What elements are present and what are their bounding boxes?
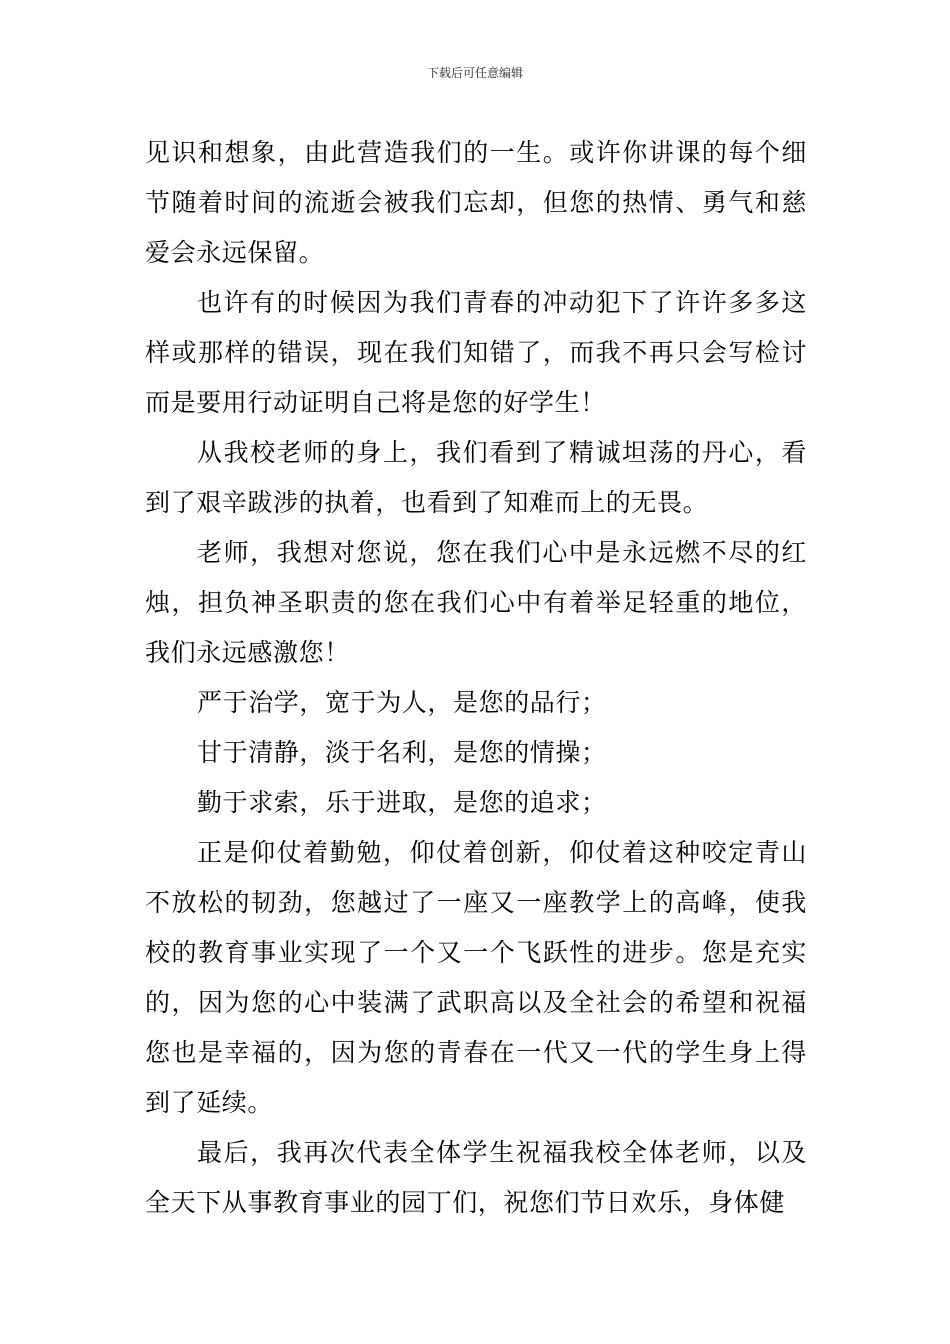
paragraph-7: 勤于求索，乐于进取，是您的追求；	[197, 788, 607, 817]
paragraph-3: 从我校老师的身上，我们看到了精诚坦荡的丹心，看到了艰辛跋涉的执着，也看到了知难而上的无畏。	[145, 438, 807, 517]
paragraph-5: 严于治学，宽于为人，是您的品行；	[197, 688, 607, 717]
paragraph-6: 甘于清静，淡于名利，是您的情操；	[197, 738, 607, 767]
paragraph-1: 见识和想象，由此营造我们的一生。或许你讲课的每个细节随着时间的流逝会被我们忘却，但您的热情、勇气和慈爱会永远保留。	[145, 138, 807, 267]
paragraph-8: 正是仰仗着勤勉，仰仗着创新，仰仗着这种咬定青山不放松的韧劲，您越过了一座又一座教学上的高峰，使我校的教育事业实现了一个又一个飞跃性的进步。您是充实的，因为您的心中装满了武职高以及全社会的希望和祝福您也是幸福的，因为您的青春在一代又一代的学生身上得到了延续。	[145, 838, 807, 1117]
page-header: 下载后可任意编辑	[426, 66, 523, 80]
document-body	[145, 128, 807, 1228]
paragraph-9: 最后，我再次代表全体学生祝福我校全体老师，以及全天下从事教育事业的园丁们，祝您们节日欢乐，身体健	[145, 1138, 807, 1217]
paragraph-4: 老师，我想对您说，您在我们心中是永远燃不尽的红烛，担负神圣职责的您在我们心中有着举足轻重的地位，我们永远感激您！	[145, 538, 807, 667]
paragraph-2: 也许有的时候因为我们青春的冲动犯下了许许多多这样或那样的错误，现在我们知错了，而我不再只会写检讨而是要用行动证明自己将是您的好学生！	[145, 288, 807, 417]
